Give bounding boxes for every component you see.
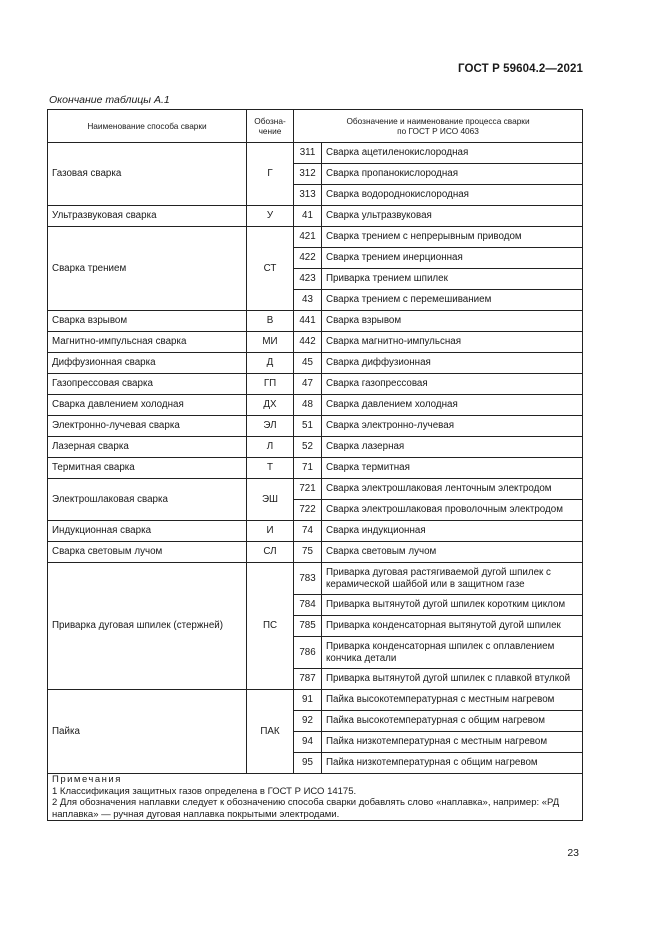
process-name-cell: Пайка низкотемпературная с общим нагревом (322, 753, 583, 774)
designation-cell: Л (247, 437, 294, 458)
process-name-cell: Сварка трением с перемешиванием (322, 290, 583, 311)
process-name-cell: Сварка пропанокислородная (322, 164, 583, 185)
header-designation-line1: Обозна- (254, 116, 286, 126)
table-row (48, 395, 583, 416)
process-code-cell: 92 (294, 711, 322, 732)
process-name-cell: Сварка трением с непрерывным приводом (322, 227, 583, 248)
process-code-cell: 421 (294, 227, 322, 248)
method-cell: Пайка (48, 690, 247, 774)
table-row (48, 227, 583, 248)
process-code-cell: 784 (294, 595, 322, 616)
method-cell: Газопрессовая сварка (48, 374, 247, 395)
process-code-cell: 48 (294, 395, 322, 416)
table-row (48, 374, 583, 395)
table-row (48, 690, 583, 711)
designation-cell: ПС (247, 563, 294, 690)
process-code-cell: 71 (294, 458, 322, 479)
method-cell: Ультразвуковая сварка (48, 206, 247, 227)
process-code-cell: 74 (294, 521, 322, 542)
process-code-cell: 52 (294, 437, 322, 458)
notes-cell (48, 774, 583, 821)
process-name-cell: Пайка низкотемпературная с местным нагревом (322, 732, 583, 753)
process-code-cell: 94 (294, 732, 322, 753)
method-cell: Термитная сварка (48, 458, 247, 479)
table-header-row (48, 110, 583, 143)
process-code-cell: 423 (294, 269, 322, 290)
document-header: ГОСТ Р 59604.2—2021 (458, 63, 583, 75)
designation-cell: ДХ (247, 395, 294, 416)
process-code-cell: 91 (294, 690, 322, 711)
process-name-cell: Сварка ультразвуковая (322, 206, 583, 227)
table-row (48, 458, 583, 479)
header-process (294, 110, 583, 143)
designation-cell: В (247, 311, 294, 332)
designation-cell: ЭШ (247, 479, 294, 521)
designation-cell: Г (247, 143, 294, 206)
process-name-cell: Сварка ацетиленокислородная (322, 143, 583, 164)
process-name-cell: Сварка водороднокислородная (322, 185, 583, 206)
header-designation-line2: чение (258, 126, 282, 136)
designation-cell: ЭЛ (247, 416, 294, 437)
table-row (48, 206, 583, 227)
note-item-1: 1 Классификация защитных газов определена в ГОСТ Р ИСО 14175. (52, 785, 357, 797)
process-code-cell: 422 (294, 248, 322, 269)
method-cell: Сварка световым лучом (48, 542, 247, 563)
table-row (48, 542, 583, 563)
process-code-cell: 47 (294, 374, 322, 395)
notes-title: Примечания (52, 774, 122, 785)
process-name-cell: Пайка высокотемпературная с общим нагревом (322, 711, 583, 732)
designation-cell: МИ (247, 332, 294, 353)
process-name-cell: Сварка магнитно-импульсная (322, 332, 583, 353)
table-row (48, 563, 583, 595)
welding-methods-table (47, 109, 583, 821)
designation-cell: ПАК (247, 690, 294, 774)
notes-row (48, 774, 583, 821)
table-caption: Окончание таблицы А.1 (49, 94, 170, 106)
method-cell: Лазерная сварка (48, 437, 247, 458)
table-row (48, 437, 583, 458)
process-code-cell: 786 (294, 637, 322, 669)
process-name-cell: Приварка трением шпилек (322, 269, 583, 290)
designation-cell: СТ (247, 227, 294, 311)
page-number: 23 (567, 847, 579, 859)
process-name-cell: Сварка взрывом (322, 311, 583, 332)
process-name-cell: Сварка световым лучом (322, 542, 583, 563)
process-code-cell: 75 (294, 542, 322, 563)
process-code-cell: 95 (294, 753, 322, 774)
method-cell: Магнитно-импульсная сварка (48, 332, 247, 353)
process-name-cell: Сварка электрошлаковая проволочным электродом (322, 500, 583, 521)
method-cell: Сварка трением (48, 227, 247, 311)
table-body (48, 143, 583, 774)
note-item-2: 2 Для обозначения наплавки следует к обозначению способа сварки добавлять слово «наплавка», например: «РД наплавка» — ручная дуговая наплавка покрытыми электродами. (52, 797, 560, 820)
process-name-cell: Сварка трением инерционная (322, 248, 583, 269)
designation-cell: СЛ (247, 542, 294, 563)
method-cell: Сварка взрывом (48, 311, 247, 332)
process-code-cell: 51 (294, 416, 322, 437)
process-name-cell: Сварка давлением холодная (322, 395, 583, 416)
process-name-cell: Приварка вытянутой дугой шпилек с плавкой втулкой (322, 669, 583, 690)
method-cell: Сварка давлением холодная (48, 395, 247, 416)
method-cell: Индукционная сварка (48, 521, 247, 542)
process-code-cell: 787 (294, 669, 322, 690)
process-name-cell: Сварка электрошлаковая ленточным электродом (322, 479, 583, 500)
header-designation (247, 110, 294, 143)
process-name-cell: Сварка индукционная (322, 521, 583, 542)
process-name-cell: Пайка высокотемпературная с местным нагревом (322, 690, 583, 711)
designation-cell: Т (247, 458, 294, 479)
designation-cell: И (247, 521, 294, 542)
table-row (48, 143, 583, 164)
process-code-cell: 41 (294, 206, 322, 227)
designation-cell: ГП (247, 374, 294, 395)
process-code-cell: 722 (294, 500, 322, 521)
process-code-cell: 721 (294, 479, 322, 500)
method-cell: Диффузионная сварка (48, 353, 247, 374)
process-code-cell: 313 (294, 185, 322, 206)
process-code-cell: 311 (294, 143, 322, 164)
process-code-cell: 785 (294, 616, 322, 637)
process-name-cell: Приварка дуговая растягиваемой дугой шпилек с керамической шайбой или в защитном газе (322, 563, 583, 595)
process-code-cell: 312 (294, 164, 322, 185)
process-name-cell: Сварка термитная (322, 458, 583, 479)
method-cell: Электронно-лучевая сварка (48, 416, 247, 437)
table-row (48, 332, 583, 353)
method-cell: Приварка дуговая шпилек (стержней) (48, 563, 247, 690)
process-code-cell: 441 (294, 311, 322, 332)
process-name-cell: Приварка конденсаторная шпилек с оплавлением кончика детали (322, 637, 583, 669)
header-process-line1: Обозначение и наименование процесса сварки (346, 116, 530, 126)
method-cell: Газовая сварка (48, 143, 247, 206)
process-code-cell: 43 (294, 290, 322, 311)
process-code-cell: 442 (294, 332, 322, 353)
header-method: Наименование способа сварки (48, 110, 247, 143)
process-name-cell: Сварка газопрессовая (322, 374, 583, 395)
method-cell: Электрошлаковая сварка (48, 479, 247, 521)
table-row (48, 353, 583, 374)
process-name-cell: Сварка диффузионная (322, 353, 583, 374)
table-row (48, 311, 583, 332)
table-row (48, 479, 583, 500)
process-code-cell: 783 (294, 563, 322, 595)
process-name-cell: Приварка конденсаторная вытянутой дугой шпилек (322, 616, 583, 637)
designation-cell: У (247, 206, 294, 227)
process-name-cell: Сварка электронно-лучевая (322, 416, 583, 437)
process-name-cell: Приварка вытянутой дугой шпилек коротким циклом (322, 595, 583, 616)
header-process-line2: по ГОСТ Р ИСО 4063 (397, 126, 479, 136)
designation-cell: Д (247, 353, 294, 374)
table-row (48, 521, 583, 542)
process-name-cell: Сварка лазерная (322, 437, 583, 458)
table-row (48, 416, 583, 437)
process-code-cell: 45 (294, 353, 322, 374)
